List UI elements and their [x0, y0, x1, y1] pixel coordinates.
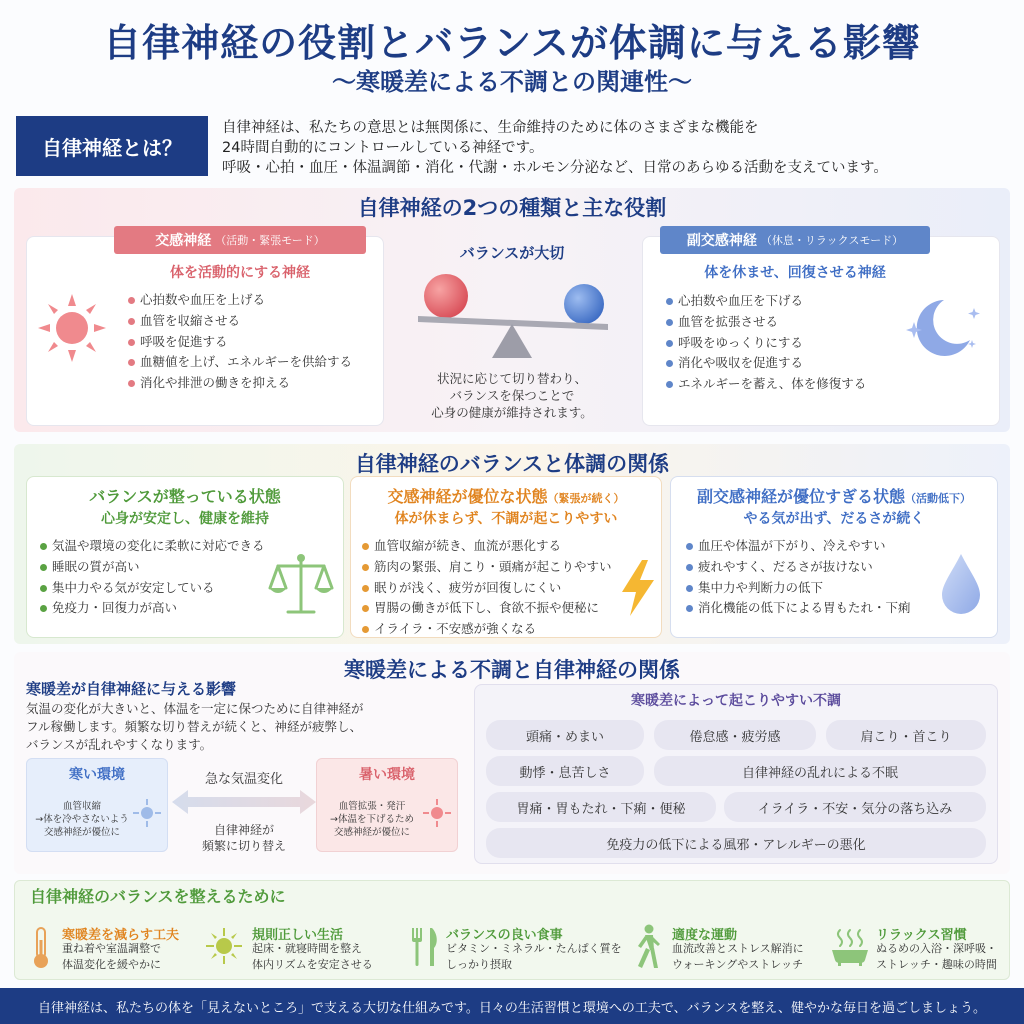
- tip-text: [876, 941, 997, 973]
- tip-title: 寒暖差を減らす工夫: [62, 928, 180, 943]
- list-item: 血管収縮が続き、血流が悪化する: [360, 536, 612, 557]
- temperature-effect-text: [26, 700, 364, 754]
- sympathetic-dominant-heading: [350, 484, 662, 507]
- tip-line: 血流改善とストレス解消に: [672, 942, 804, 955]
- tip-title: バランスの良い食事: [446, 928, 563, 943]
- balance-text: [400, 370, 624, 421]
- symptom-tag: 自律神経の乱れによる不眠: [654, 756, 986, 786]
- intro-line: 呼吸・心拍・血圧・体温調節・消化・代謝・ホルモン分泌など、日常のあらゆる活動を支えています。: [222, 160, 888, 176]
- parasympathetic-heading: 体を休ませ、回復させる神経: [704, 265, 886, 281]
- page-subtitle: 〜寒暖差による不調との関連性〜: [332, 67, 692, 96]
- tip-line: 起床・就寝時間を整え: [252, 942, 362, 955]
- symptom-tag: 頭痛・めまい: [486, 720, 644, 750]
- page-title: 自律神経の役割とバランスが体調に与える影響: [103, 20, 921, 65]
- hot-line: 交感神経が優位に: [333, 827, 410, 838]
- list-item: 胃腸の働きが低下し、食欲不振や便秘に: [360, 598, 612, 619]
- sympathetic-list: [126, 290, 352, 394]
- double-arrow-icon: [172, 788, 316, 816]
- list-item: 心拍数や血圧を下げる: [664, 291, 866, 312]
- list-item: 集中力や判断力の低下: [684, 578, 911, 599]
- footer-banner: 自律神経は、私たちの体を「見えないところ」で支える大切な仕組みです。日々の生活習慣と環境への工夫で、バランスを整え、健やかな毎日を過ごしましょう。: [0, 988, 1024, 1024]
- temperature-effect-heading: 寒暖差が自律神経に与える影響: [26, 680, 237, 698]
- roles-title: 自律神経の2つの種類と主な役割: [357, 196, 667, 220]
- sun-icon: [36, 292, 108, 364]
- intro-text: [222, 118, 1012, 178]
- balance-section-title: 自律神経のバランスと体調の関係: [354, 452, 670, 476]
- tip-text: [672, 941, 804, 973]
- list-item: 呼吸をゆっくりにする: [664, 333, 866, 354]
- parasympathetic-mode: （休息・リラックスモード）: [760, 234, 904, 247]
- tip-text: [62, 941, 161, 973]
- tip-line: 体温変化を緩やかに: [62, 958, 161, 971]
- tip-text: [446, 941, 622, 973]
- water-drop-icon: [938, 552, 984, 616]
- parasympathetic-label-text: 副交感神経: [686, 233, 757, 249]
- walking-icon: [632, 924, 664, 970]
- sympathetic-dominant-heading-text: 交感神経が優位な状態: [387, 487, 548, 506]
- list-item: 消化や排泄の働きを抑える: [126, 373, 352, 394]
- list-item: 免疫力・回復力が高い: [38, 598, 265, 619]
- tip-line: 重ね着や室温調整で: [62, 942, 161, 955]
- list-item: 眠りが浅く、疲労が回復しにくい: [360, 578, 612, 599]
- list-item: 疲れやすく、だるさが抜けない: [684, 557, 911, 578]
- balance-line: 心身の健康が維持されます。: [431, 405, 593, 420]
- switch-line: 頻繁に切り替え: [201, 839, 286, 853]
- fork-knife-icon: [410, 926, 440, 968]
- cold-line: →体を冷やさないよう: [35, 814, 129, 825]
- lightning-icon: [618, 558, 658, 618]
- sun-icon: [204, 926, 244, 966]
- balance-line: 状況に応じて切り替わり、: [436, 371, 587, 386]
- sympathetic-dominant-note: （緊張が続く）: [547, 492, 625, 505]
- tip-line: しっかり摂取: [446, 958, 512, 971]
- intro-line: 24時間自動的にコントロールしている神経です。: [222, 140, 544, 156]
- cold-text: [30, 800, 134, 839]
- parasympathetic-list: [664, 291, 866, 395]
- symptom-tag: 胃痛・胃もたれ・下痢・便秘: [486, 792, 716, 822]
- hot-line: →体温を下げるため: [330, 814, 414, 825]
- cold-line: 血管収縮: [62, 801, 101, 812]
- tip-line: ビタミン・ミネラル・たんぱく質を: [446, 942, 622, 955]
- symptom-tag: 動悸・息苦しさ: [486, 756, 644, 786]
- scale-icon: [268, 552, 334, 618]
- tip-title: 規則正しい生活: [252, 928, 344, 943]
- symptom-tag: 免疫力の低下による風邪・アレルギーの悪化: [486, 828, 986, 858]
- sympathetic-heading: 体を活動的にする神経: [170, 265, 310, 281]
- parasympathetic-dominant-heading: [670, 484, 998, 507]
- list-item: 睡眠の質が高い: [38, 557, 265, 578]
- list-item: 心拍数や血圧を上げる: [126, 290, 352, 311]
- bath-icon: [830, 926, 870, 966]
- effect-line: 気温の変化が大きいと、体温を一定に保つために自律神経が: [26, 701, 364, 716]
- parasympathetic-label: [660, 226, 930, 254]
- balance-line: バランスを保つことで: [449, 388, 575, 403]
- tip-title: 適度な運動: [672, 928, 738, 943]
- intro-label: 自律神経とは？: [16, 116, 208, 176]
- tip-line: ぬるめの入浴・深呼吸・: [876, 942, 997, 955]
- sympathetic-mode: （活動・緊張モード）: [215, 234, 325, 247]
- tip-line: 体内リズムを安定させる: [252, 958, 373, 971]
- switch-line: 自律神経が: [213, 823, 274, 837]
- list-item: 血管を拡張させる: [664, 312, 866, 333]
- hot-sun-icon: [422, 798, 452, 828]
- balance-heading: バランスが大切: [459, 244, 565, 262]
- switch-text: [176, 822, 312, 854]
- list-item: 血圧や体温が下がり、冷えやすい: [684, 536, 911, 557]
- thermometer-icon: [28, 926, 54, 970]
- hot-heading: 暑い環境: [359, 767, 415, 783]
- list-item: 血糖値を上げ、エネルギーを供給する: [126, 352, 352, 373]
- effect-line: バランスが乱れやすくなります。: [26, 737, 213, 752]
- moon-icon: [900, 294, 986, 364]
- temperature-title: 寒暖差による不調と自律神経の関係: [344, 658, 680, 682]
- list-item: 集中力やる気が安定している: [38, 578, 265, 599]
- sympathetic-label-text: 交感神経: [155, 233, 212, 249]
- hot-line: 血管拡張・発汗: [338, 801, 406, 812]
- symptoms-heading: 寒暖差によって起こりやすい不調: [631, 693, 841, 709]
- parasympathetic-dominant-sub: やる気が出ず、だるさが続く: [743, 511, 925, 527]
- balanced-list: [38, 536, 265, 619]
- tip-line: ウォーキングやストレッチ: [672, 958, 804, 971]
- list-item: 消化や吸収を促進する: [664, 353, 866, 374]
- balanced-heading: バランスが整っている状態: [89, 487, 281, 506]
- list-item: 消化機能の低下による胃もたれ・下痢: [684, 598, 911, 619]
- intro-line: 自律神経は、私たちの意思とは無関係に、生命維持のために体のさまざまな機能を: [222, 120, 759, 136]
- cold-line: 交感神経が優位に: [43, 827, 120, 838]
- symptom-tag: 肩こり・首こり: [826, 720, 986, 750]
- balanced-sub: 心身が安定し、健康を維持: [101, 511, 269, 527]
- symptom-tag: イライラ・不安・気分の落ち込み: [724, 792, 986, 822]
- list-item: エネルギーを蓄え、体を修復する: [664, 374, 866, 395]
- temperature-change-label: 急な気温変化: [204, 772, 283, 787]
- tip-line: ストレッチ・趣味の時間: [876, 958, 997, 971]
- effect-line: フル稼働します。頻繁な切り替えが続くと、神経が疲弊し、: [26, 719, 363, 734]
- tip-text: [252, 941, 373, 973]
- list-item: 気温や環境の変化に柔軟に対応できる: [38, 536, 265, 557]
- parasympathetic-dominant-note: （活動低下）: [905, 492, 971, 505]
- cold-heading: 寒い環境: [69, 767, 125, 783]
- sympathetic-dominant-list: [360, 536, 612, 640]
- parasympathetic-dominant-heading-text: 副交感神経が優位すぎる状態: [696, 487, 905, 506]
- symptom-tag: 倦怠感・疲労感: [654, 720, 816, 750]
- tip-title: リラックス習慣: [876, 928, 967, 943]
- list-item: 筋肉の緊張、肩こり・頭痛が起こりやすい: [360, 557, 612, 578]
- parasympathetic-dominant-list: [684, 536, 911, 619]
- list-item: 血管を収縮させる: [126, 311, 352, 332]
- list-item: 呼吸を促進する: [126, 332, 352, 353]
- tips-title: 自律神経のバランスを整えるために: [30, 887, 286, 906]
- sympathetic-label: [114, 226, 366, 254]
- cold-sun-icon: [132, 798, 162, 828]
- hot-text: [318, 800, 426, 839]
- list-item: イライラ・不安感が強くなる: [360, 619, 612, 640]
- sympathetic-dominant-sub: 体が休まらず、不調が起こりやすい: [394, 511, 618, 527]
- seesaw-icon: [412, 272, 612, 364]
